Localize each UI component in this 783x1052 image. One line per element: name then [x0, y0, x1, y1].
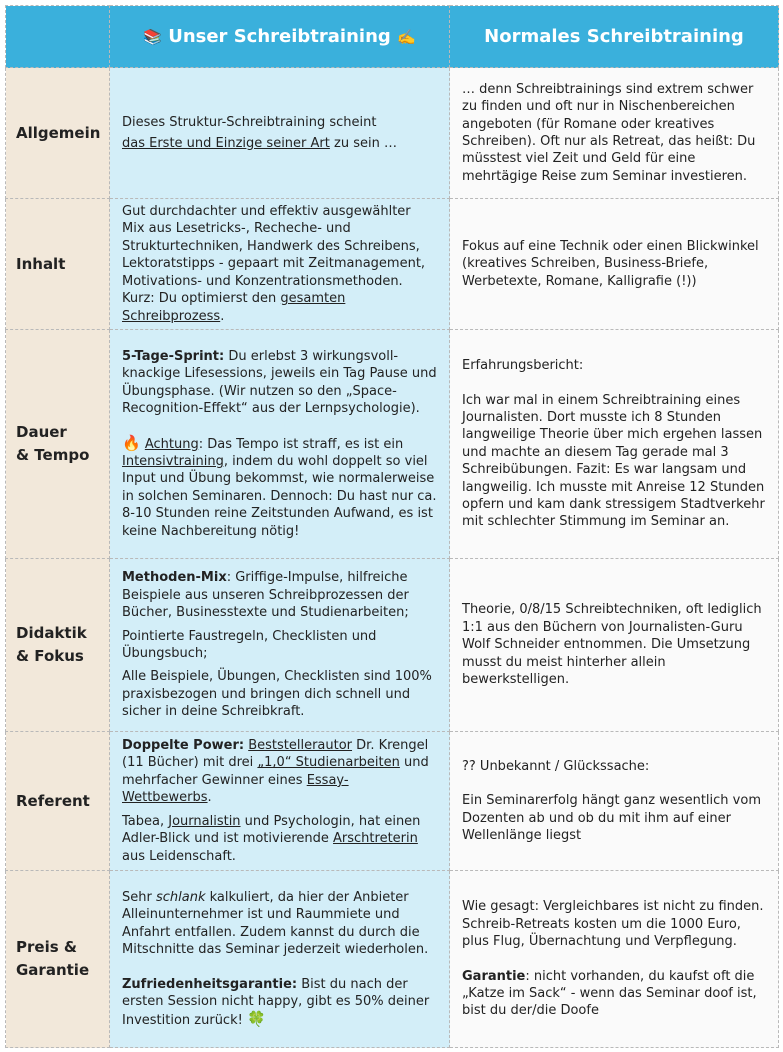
cell-ours-inhalt [110, 199, 450, 330]
ours-text-2: kalkuliert, da hier der Anbieter Alleinunternehmer ist und Raummiete und Anfahrt entfallen. Zudem kannst du durch die Mitschnitte das Seminar jederzeit wiederholen. [122, 890, 429, 958]
cell-ours-didaktik [110, 559, 450, 732]
normal-text: Theorie, 0/8/15 Schreibtechniken, oft lediglich 1:1 aus den Büchern von Journalisten-Guru Wolf Schneider entnommen. Die Umsetzung musst du meist hinterher allein bewerkstelligen. [462, 602, 762, 688]
normal-text-2: Ich war mal in einem Schreibtraining eines Journalisten. Dort musste ich 8 Stunden langweilige Theorie über mich ergehen lassen und machte an diesem Tag gerade mal 3 Schreibübungen. Fazit: Es war langsam und langweilig. Ich musste mit Anreise 12 Stunden opfern und kam dank stressigem Stadtverkehr mit schlechter Stimmung im Seminar an. [462, 392, 765, 530]
cell-ours-allgemein [110, 68, 450, 199]
ours-text-3: , indem du wohl doppelt so viel Input und Übung bekommst, wie normalerweise in solchen Seminaren. Dennoch: Du hast nur ca. 8-10 Stunden reine Zeitstunden Aufwand, es ist keine Nachbereitung nötig! [122, 454, 437, 539]
normal-text-1: Wie gesagt: Vergleichbares ist nicht zu finden. Schreib-Retreats kosten um die 1000 Euro, plus Flug, Übernachtung und Verpflegung. [462, 899, 764, 950]
row-label-line-2: Garantie [16, 961, 90, 979]
ours-text-1: Dr. Krengel (11 Bücher) mit drei [122, 738, 429, 771]
row-label-text: Inhalt [16, 254, 66, 273]
normal-text: … denn Schreibtrainings sind extrem schwer zu finden und oft nur in Nischenbereichen angeboten (für Romane oder kreatives Schreiben). Oft nur als Retreat, das heißt: Du müsstest viel Zeit und Geld für eine mehrtägige Reise zum Seminar investieren. [462, 81, 756, 184]
cell-ours-dauer [110, 330, 450, 559]
link-intensivtraining[interactable]: Intensivtraining [122, 454, 224, 469]
header-row [6, 6, 779, 68]
ours-text-3: Bist du nach der ersten Session nicht happy, gibt es 50% deiner Investition zurück! [122, 976, 430, 1028]
ours-text-4: Tabea, [122, 813, 169, 829]
cell-normal-referent [450, 732, 779, 871]
row-label-line-2: & Fokus [16, 647, 84, 665]
header-corner [6, 6, 110, 68]
normal-text-1: ?? Unbekannt / Glückssache: [462, 758, 650, 774]
link-erste-einzige[interactable]: das Erste und Einzige seiner Art [122, 136, 330, 151]
ours-line-1: Dieses Struktur-Schreibtraining scheint [122, 114, 377, 130]
row-label-didaktik [6, 559, 110, 732]
cell-ours-preis [110, 871, 450, 1048]
row-label-referent [6, 732, 110, 871]
link-essay-wettbewerbs[interactable]: Essay-Wettbewerbs [122, 772, 349, 806]
cell-normal-didaktik [450, 559, 779, 732]
ours-text-6: aus Leidenschaft. [122, 848, 236, 864]
ours-text-3: . [207, 790, 212, 806]
row-didaktik [6, 559, 779, 732]
link-arschtreterin[interactable]: Arschtreterin [333, 831, 418, 847]
ours-bold-guarantee: Zufriedenheitsgarantie: [122, 976, 298, 992]
writing-hand-icon: ✍️ [397, 28, 416, 46]
ours-line-2: zu sein … [329, 136, 397, 151]
ours-text-2: : Das Tempo ist straff, es ist ein [198, 436, 404, 452]
ours-text: Du erlebst 3 wirkungsvoll-knackige Lifesessions, jeweils ein Tag Pause und Übungsphase. (Wir nutzen so den „Space-Recognition-Effekt“ aus der Lernpsychologie). [122, 348, 437, 417]
row-label-line-1: Preis & [16, 938, 77, 956]
cell-normal-preis [450, 871, 779, 1048]
link-gesamten-schreibprozess[interactable]: gesamten Schreibprozess [122, 291, 346, 324]
row-allgemein [6, 68, 779, 199]
link-journalistin[interactable]: Journalistin [168, 813, 241, 829]
row-referent [6, 732, 779, 871]
ours-italic: schlank [155, 890, 206, 906]
ours-bold-lead: Methoden-Mix [122, 570, 227, 586]
row-preis [6, 871, 779, 1048]
cell-normal-allgemein [450, 68, 779, 199]
cell-ours-referent [110, 732, 450, 871]
ours-text-2: Pointierte Faustregeln, Checklisten und Übungsbuch; [122, 628, 377, 661]
row-label-allgemein [6, 68, 110, 199]
ours-text-1: Sehr [122, 890, 156, 906]
row-label-dauer [6, 330, 110, 559]
ours-text-2: und mehrfacher Gewinner eines [122, 755, 429, 788]
row-inhalt [6, 199, 779, 330]
cell-normal-dauer [450, 330, 779, 559]
header-ours [110, 6, 450, 68]
ours-text-1: : Griffige-Impulse, hilfreiche Beispiele aus unseren Schreibprozessen der Bücher, Businesstexte und Studienarbeiten; [122, 570, 409, 621]
normal-bold-guarantee: Garantie [462, 968, 526, 984]
row-label-line-1: Didaktik [16, 624, 87, 642]
cell-normal-inhalt [450, 199, 779, 330]
link-bestsellerautor[interactable]: Beststellerautor [248, 738, 353, 754]
row-label-line-2: & Tempo [16, 446, 90, 464]
ours-text: Gut durchdachter und effektiv ausgewählter Mix aus Lesetricks-, Recheche- und Strukturtechniken, Handwerk des Schreibens, Lektoratstipps - gepaart mit Zeitmanagement, Motivations- und Konzentrationsmethoden. Kurz: Du optimierst den [122, 204, 426, 307]
ours-text-end: . [220, 308, 225, 324]
normal-text-1: Erfahrungsbericht: [462, 358, 584, 374]
link-studienarbeiten[interactable]: „1,0“ Studienarbeiten [257, 755, 400, 771]
normal-text: Fokus auf eine Technik oder einen Blickwinkel (kreatives Schreiben, Business-Briefe, Werbetexte, Romane, Kalligrafie (!)) [462, 238, 759, 289]
comparison-table-wrapper [5, 5, 778, 1048]
ours-text-5: und Psychologin, hat einen Adler-Blick und ist motivierende [122, 813, 421, 847]
normal-text-2: : nicht vorhanden, du kaufst oft die „Katze im Sack“ - wenn das Seminar doof ist, bist du der/die Doofe [462, 968, 757, 1019]
row-dauer [6, 330, 779, 559]
fire-icon: 🔥 [122, 433, 141, 452]
header-normal-label: Normales Schreibtraining [484, 26, 744, 47]
ours-text-3: Alle Beispiele, Übungen, Checklisten sind 100% praxisbezogen und bringen dich schnell und sicher in deine Schreibkraft. [122, 669, 432, 720]
books-icon: 📚 [143, 28, 162, 46]
link-achtung[interactable]: Achtung [144, 436, 199, 452]
ours-bold-lead: 5-Tage-Sprint: [122, 348, 225, 364]
row-label-line-1: Dauer [16, 423, 67, 441]
comparison-table [5, 5, 779, 1048]
clover-icon: 🍀 [246, 1009, 266, 1028]
header-ours-label: Unser Schreibtraining [168, 26, 391, 47]
row-label-text: Referent [16, 791, 90, 810]
header-normal [450, 6, 779, 68]
row-label-inhalt [6, 199, 110, 330]
ours-bold-lead: Doppelte Power: [122, 738, 245, 754]
row-label-text: Allgemein [16, 123, 101, 142]
normal-text-2: Ein Seminarerfolg hängt ganz wesentlich vom Dozenten ab und ob du mit ihm auf einer Wellenlänge liegst [462, 793, 761, 843]
row-label-preis [6, 871, 110, 1048]
